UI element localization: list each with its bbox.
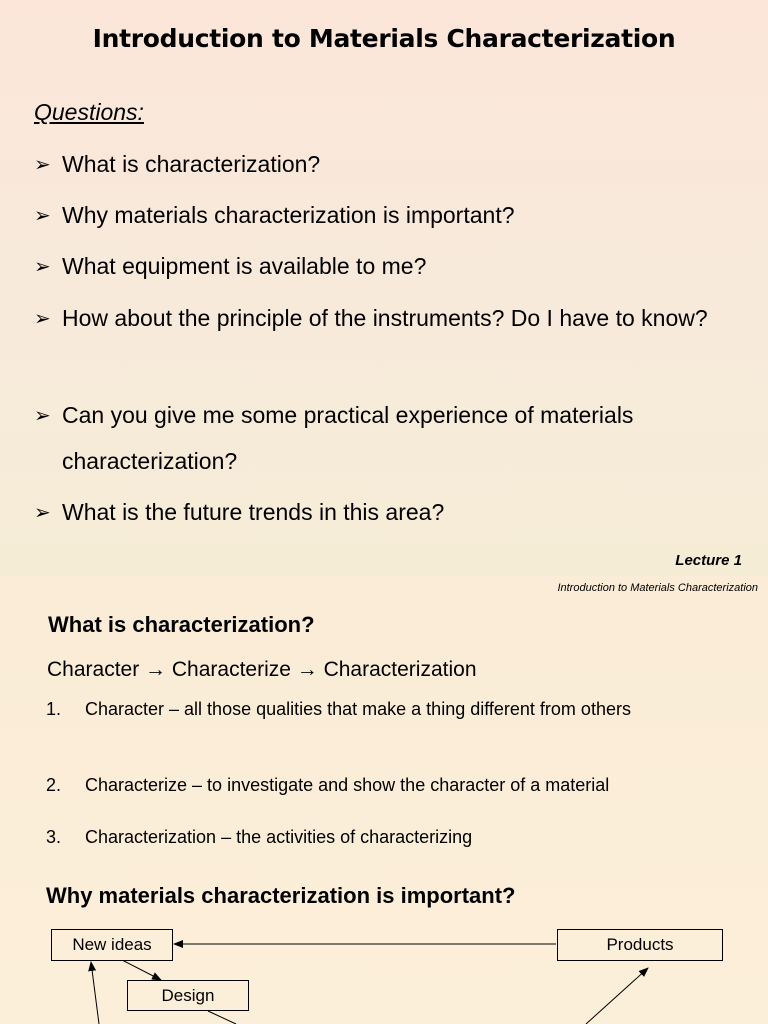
slide-footer: Introduction to Materials Characterization	[557, 582, 758, 594]
question-text: What is characterization?	[62, 151, 321, 177]
bullet-arrow-icon: ➢	[34, 403, 51, 427]
question-item	[34, 243, 734, 289]
bullet-arrow-icon: ➢	[34, 203, 51, 227]
arrow-new-ideas-to-design	[122, 960, 161, 980]
item-number: 1.	[46, 699, 62, 719]
arrow-up-to-products	[586, 968, 648, 1024]
slide-2	[0, 576, 768, 1024]
question-item	[34, 295, 734, 341]
line-from-design	[208, 1011, 236, 1024]
item-number: 2.	[46, 775, 62, 795]
slide-title: Introduction to Materials Characterization	[92, 24, 676, 53]
questions-heading: Questions:	[34, 99, 144, 125]
question-item	[34, 489, 734, 535]
box-design: Design	[127, 980, 249, 1011]
bullet-arrow-icon: ➢	[34, 152, 51, 176]
heading-what-is-characterization: What is characterization?	[48, 612, 315, 637]
heading-why-important: Why materials characterization is important?	[46, 883, 516, 908]
lecture-label: Lecture 1	[675, 552, 742, 569]
definition-chain: Character → Characterize → Characterization	[47, 658, 477, 681]
question-text: How about the principle of the instruments? Do I have to know?	[62, 305, 708, 331]
bullet-arrow-icon: ➢	[34, 500, 51, 524]
question-item	[34, 141, 734, 187]
question-text: Can you give me some practical experience of materials characterization?	[62, 402, 634, 474]
question-item	[34, 392, 734, 484]
bullet-arrow-icon: ➢	[34, 306, 51, 330]
item-text: Characterize – to investigate and show the character of a material	[85, 775, 610, 795]
question-text: What equipment is available to me?	[62, 253, 427, 279]
item-text: Character – all those qualities that make a thing different from others	[85, 699, 631, 719]
question-text: Why materials characterization is important?	[62, 202, 515, 228]
question-text: What is the future trends in this area?	[62, 499, 445, 525]
bullet-arrow-icon: ➢	[34, 254, 51, 278]
item-number: 3.	[46, 827, 62, 847]
box-products: Products	[557, 929, 723, 961]
question-item	[34, 192, 734, 238]
box-new-ideas: New ideas	[51, 929, 173, 961]
item-text: Characterization – the activities of characterizing	[85, 827, 473, 847]
arrow-up-to-new-ideas	[91, 962, 99, 1024]
